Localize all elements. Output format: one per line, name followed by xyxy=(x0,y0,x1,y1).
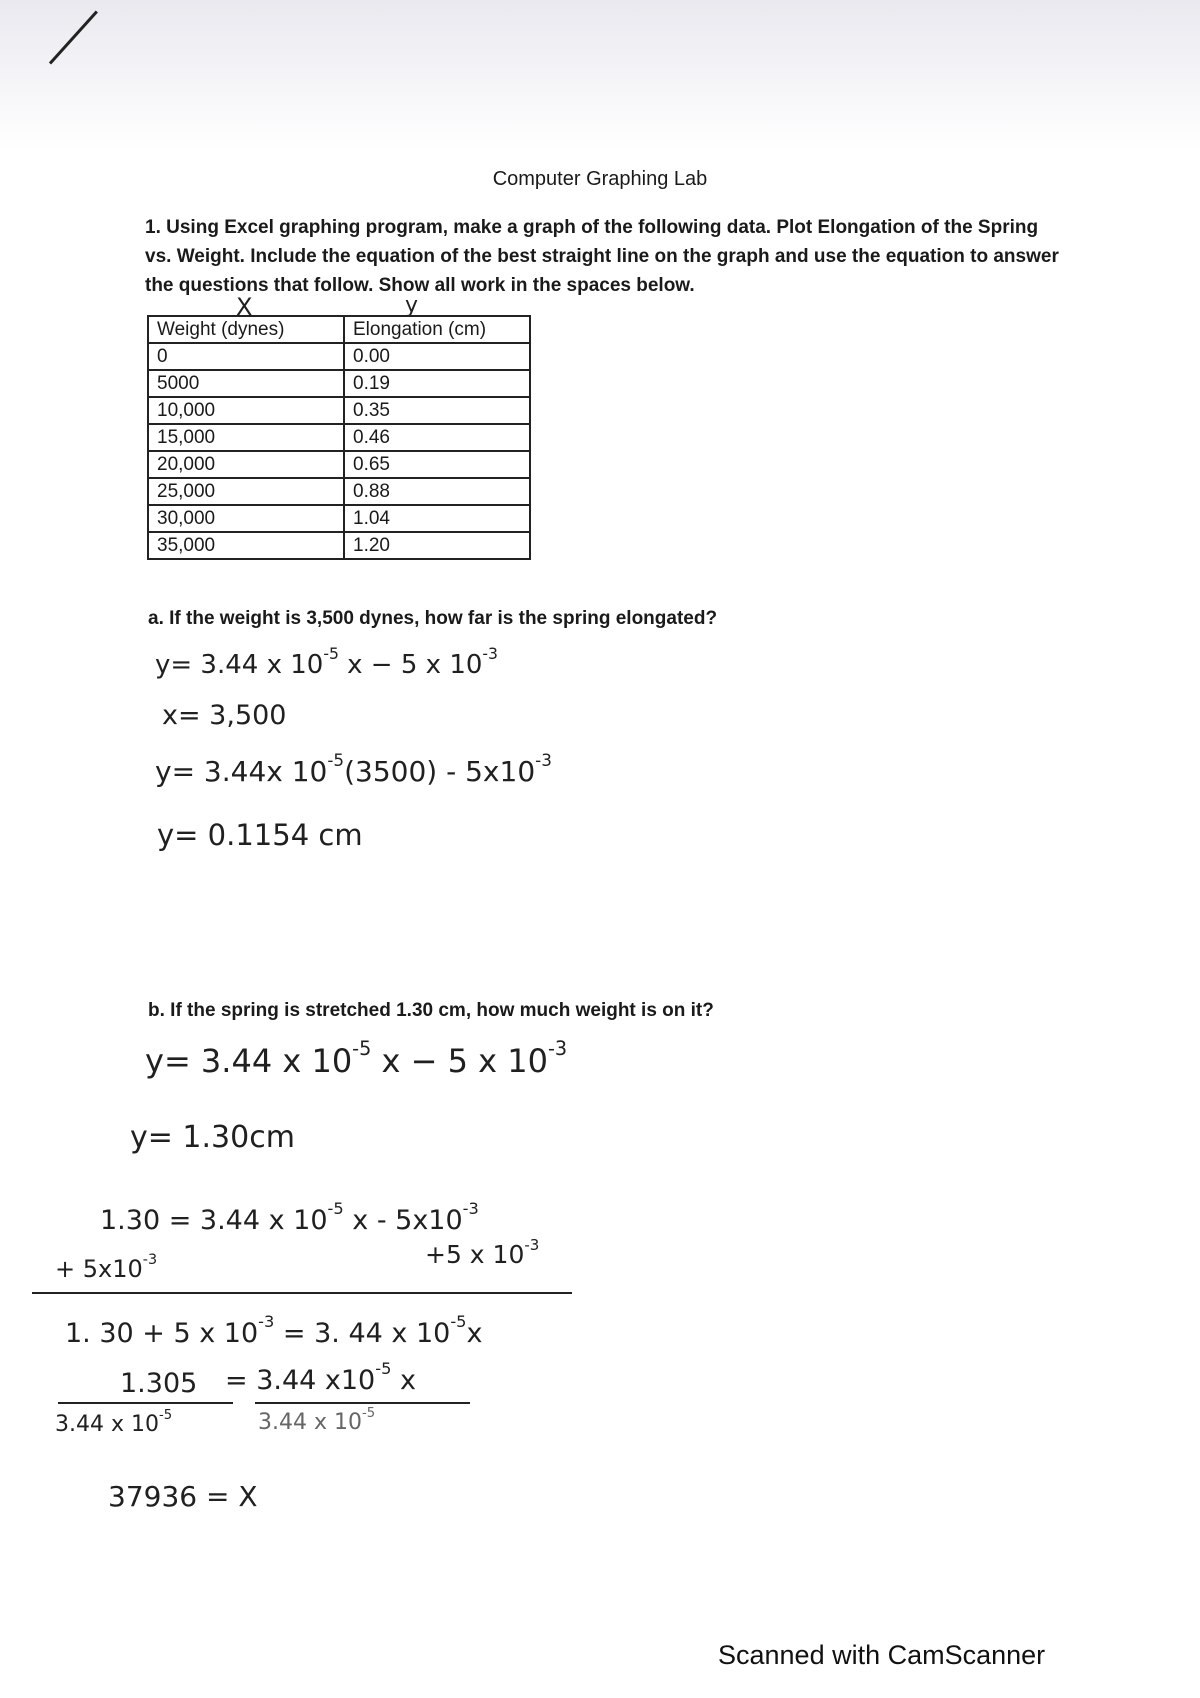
work-text: y= 3.44 x 10 xyxy=(155,650,324,680)
table-cell: 0.88 xyxy=(344,478,530,505)
table-header-elongation: Elongation (cm) xyxy=(344,316,530,343)
work-text: x xyxy=(399,1365,416,1396)
table-row xyxy=(148,397,530,424)
work-b-line-4b xyxy=(425,1235,540,1269)
work-text: +5 x 10 xyxy=(425,1240,525,1269)
work-text: 1.30 = 3.44 x 10 xyxy=(100,1205,328,1236)
work-b-line-6-numerator: 1.305 xyxy=(120,1368,198,1399)
exponent: -5 xyxy=(450,1312,467,1332)
table-header-row xyxy=(148,316,530,343)
work-text: x − 5 x 10 xyxy=(347,650,483,680)
question-1 xyxy=(145,213,1065,300)
work-text: y= 3.44 x 10 xyxy=(145,1042,353,1080)
table-cell: 5000 xyxy=(148,370,344,397)
work-text: x − 5 x 10 xyxy=(381,1042,548,1080)
axis-mark-x: X xyxy=(236,293,253,321)
work-b-answer: 37936 = X xyxy=(108,1480,258,1513)
table-cell: 1.20 xyxy=(344,532,530,559)
work-a-line-2: x= 3,500 xyxy=(162,700,287,731)
work-text: (3500) - 5x10 xyxy=(344,755,536,788)
exponent: -5 xyxy=(361,1406,376,1422)
table-cell: 1.04 xyxy=(344,505,530,532)
table-row xyxy=(148,451,530,478)
table-cell: 15,000 xyxy=(148,424,344,451)
table-cell: 0 xyxy=(148,343,344,370)
exponent: -5 xyxy=(158,1408,173,1424)
work-text: 3.44 x 10 xyxy=(258,1410,362,1435)
table-cell: 10,000 xyxy=(148,397,344,424)
work-text: 3.44 x 10 xyxy=(55,1412,159,1437)
table-row xyxy=(148,478,530,505)
exponent: -3 xyxy=(524,1235,540,1254)
table-cell: 35,000 xyxy=(148,532,344,559)
table-cell: 0.19 xyxy=(344,370,530,397)
scan-top-shadow xyxy=(0,0,1200,150)
scanner-watermark: Scanned with CamScanner xyxy=(718,1640,1046,1670)
work-b-line-4a xyxy=(55,1252,158,1283)
table-header-weight: Weight (dynes) xyxy=(148,316,344,343)
exponent: -3 xyxy=(535,749,552,770)
work-b-line-2: y= 1.30cm xyxy=(130,1120,295,1155)
exponent: -3 xyxy=(142,1252,158,1269)
exponent: -5 xyxy=(323,644,339,663)
fraction-bar-right xyxy=(255,1402,470,1404)
work-b-line-5 xyxy=(65,1312,483,1349)
table-cell: 0.65 xyxy=(344,451,530,478)
table-cell: 30,000 xyxy=(148,505,344,532)
table-row xyxy=(148,532,530,559)
fraction-bar-left xyxy=(58,1402,233,1404)
page-title: Computer Graphing Lab xyxy=(492,168,708,190)
table-cell: 25,000 xyxy=(148,478,344,505)
table-cell: 0.46 xyxy=(344,424,530,451)
table-cell: 20,000 xyxy=(148,451,344,478)
work-b-line-3 xyxy=(100,1199,479,1236)
work-b-line-6-right-denominator xyxy=(258,1406,376,1435)
question-1-number: 1. xyxy=(145,217,161,238)
work-a-line-4: y= 0.1154 cm xyxy=(157,818,363,852)
exponent: -3 xyxy=(462,1199,479,1219)
table-cell: 0.35 xyxy=(344,397,530,424)
work-a-line-1 xyxy=(155,644,498,680)
work-text: + 5x10 xyxy=(55,1255,143,1283)
table-cell: 0.00 xyxy=(344,343,530,370)
scan-bottom-area xyxy=(0,1570,1200,1698)
exponent: -5 xyxy=(327,749,345,770)
data-table xyxy=(147,315,531,560)
exponent: -5 xyxy=(327,1199,344,1219)
exponent: -5 xyxy=(375,1359,392,1379)
question-1-text: Using Excel graphing program, make a graph of the following data. Plot Elongation of the Spring vs. Weight. Include the equation of the best straight line on the graph and use the equation to answer the questions that follow. Show all work in the spaces below. xyxy=(145,217,1059,296)
question-b: b. If the spring is stretched 1.30 cm, how much weight is on it? xyxy=(148,1000,714,1021)
work-b-line-6-denominator xyxy=(55,1408,173,1437)
table-row xyxy=(148,370,530,397)
work-a-line-3 xyxy=(155,749,552,788)
table-row xyxy=(148,424,530,451)
table-row xyxy=(148,505,530,532)
work-text: y= 3.44x 10 xyxy=(155,755,328,788)
question-a: a. If the weight is 3,500 dynes, how far is the spring elongated? xyxy=(148,608,718,629)
exponent: -3 xyxy=(547,1036,568,1060)
work-text: = 3.44 x10 xyxy=(225,1365,376,1396)
axis-mark-y: y xyxy=(405,293,419,318)
work-b-line-6-right xyxy=(225,1359,416,1396)
work-text: 1. 30 + 5 x 10 xyxy=(65,1318,259,1349)
table-row xyxy=(148,343,530,370)
exponent: -5 xyxy=(352,1036,372,1060)
exponent: -3 xyxy=(482,644,498,663)
division-line xyxy=(32,1292,572,1294)
work-text: x - 5x10 xyxy=(352,1205,463,1236)
work-text: x xyxy=(466,1318,483,1349)
work-b-line-1 xyxy=(145,1036,568,1080)
exponent: -3 xyxy=(258,1312,275,1332)
work-text: = 3. 44 x 10 xyxy=(274,1318,451,1349)
